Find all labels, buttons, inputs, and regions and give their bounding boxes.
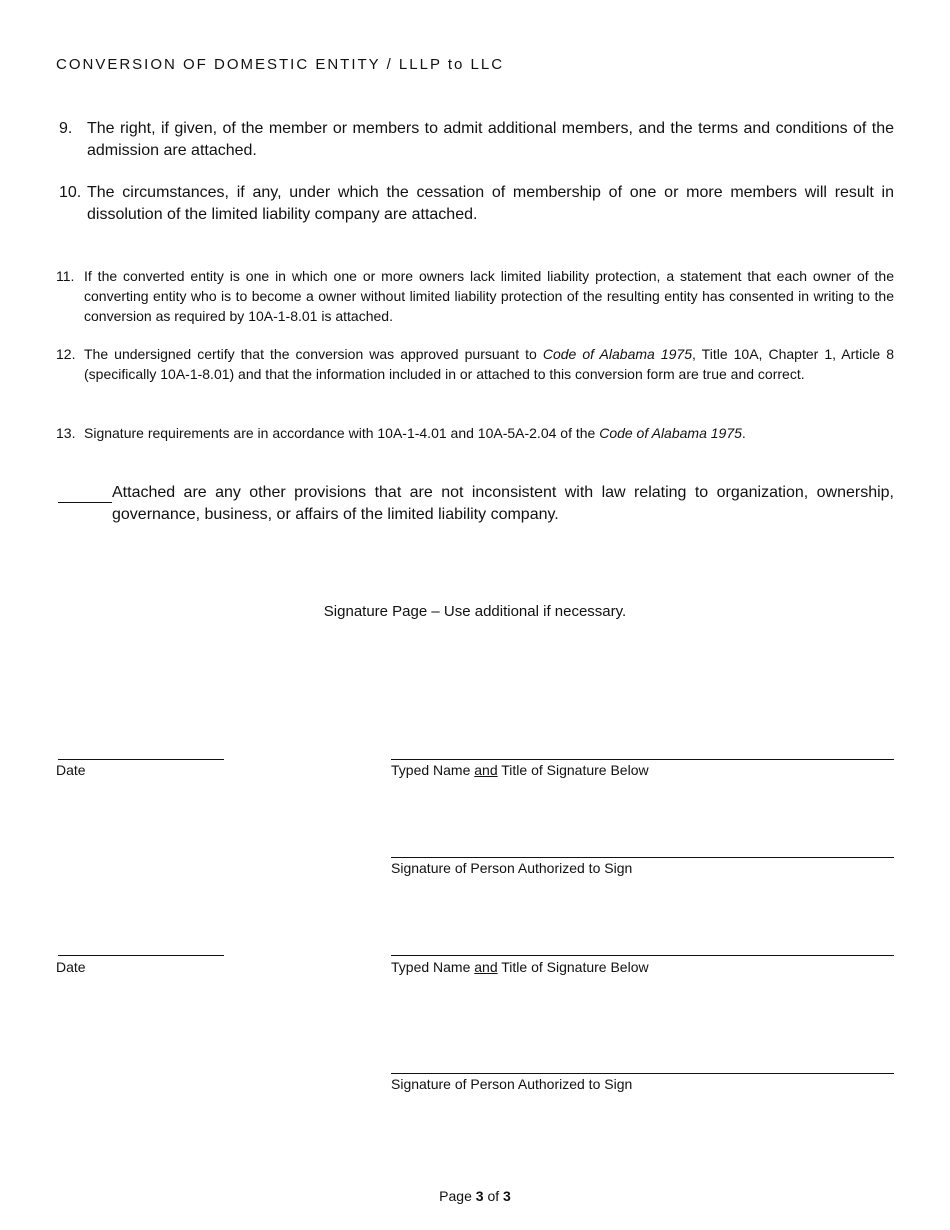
current-page-number: 3 <box>475 1188 484 1204</box>
date-label-1: Date <box>56 762 86 778</box>
item-12-number: 12. <box>56 346 76 362</box>
attached-provisions <box>58 482 894 526</box>
typed-name-label-1: Typed Name and Title of Signature Below <box>391 762 649 778</box>
total-pages-number: 3 <box>503 1188 511 1204</box>
item-13-code-citation: Code of Alabama 1975 <box>599 425 742 441</box>
item-10-text: The circumstances, if any, under which the cessation of membership of one or more members will result in dissolution of the limited liability company are attached. <box>87 184 894 223</box>
item-13 <box>56 423 894 443</box>
page-footer: Page 3 of 3 <box>439 1188 511 1204</box>
item-12-code-citation: Code of Alabama 1975 <box>542 346 692 362</box>
item-12 <box>56 344 894 384</box>
item-12-text: The undersigned certify that the conversion was approved pursuant to Code of Alabama 1975, Title 10A, Chapter 1, Article 8 (specifically 10A-1-8.01) and that the information included in or attached to this conversion form are true and correct. <box>84 346 894 382</box>
signature-line-1[interactable] <box>391 857 894 858</box>
signature-label-1: Signature of Person Authorized to Sign <box>391 860 633 876</box>
date-line-2[interactable] <box>58 955 224 956</box>
typed-name-line-1[interactable] <box>391 759 894 760</box>
item-9-text: The right, if given, of the member or members to admit additional members, and the terms and conditions of the admission are attached. <box>87 120 894 159</box>
item-10-number: 10. <box>59 184 82 201</box>
date-line-1[interactable] <box>58 759 224 760</box>
item-13-number: 13. <box>56 425 76 441</box>
signature-page-note: Signature Page – Use additional if necessary. <box>323 603 627 620</box>
signature-line-2[interactable] <box>391 1073 894 1074</box>
typed-name-label-2: Typed Name and Title of Signature Below <box>391 959 649 975</box>
signature-label-2: Signature of Person Authorized to Sign <box>391 1076 633 1092</box>
attached-check-blank[interactable] <box>58 502 112 503</box>
attached-provisions-text: Attached are any other provisions that are not inconsistent with law relating to organization, ownership, governance, business, or affairs of the limited liability company. <box>112 484 894 523</box>
item-10 <box>56 182 894 226</box>
item-11-number: 11. <box>56 268 75 284</box>
item-9-number: 9. <box>59 120 73 137</box>
item-11 <box>56 266 894 326</box>
document-header-title: CONVERSION OF DOMESTIC ENTITY / LLLP to LLC <box>56 56 505 73</box>
typed-name-line-2[interactable] <box>391 955 894 956</box>
item-13-text: Signature requirements are in accordance with 10A-1-4.01 and 10A-5A-2.04 of the Code of Alabama 1975. <box>84 425 746 441</box>
date-label-2: Date <box>56 959 86 975</box>
item-11-text: If the converted entity is one in which one or more owners lack limited liability protection, a statement that each owner of the converting entity who is to become a owner without limited liability protection of the resulting entity has consented in writing to the conversion as required by 10A-1-8.01 is attached. <box>84 268 894 324</box>
item-9 <box>56 118 894 162</box>
